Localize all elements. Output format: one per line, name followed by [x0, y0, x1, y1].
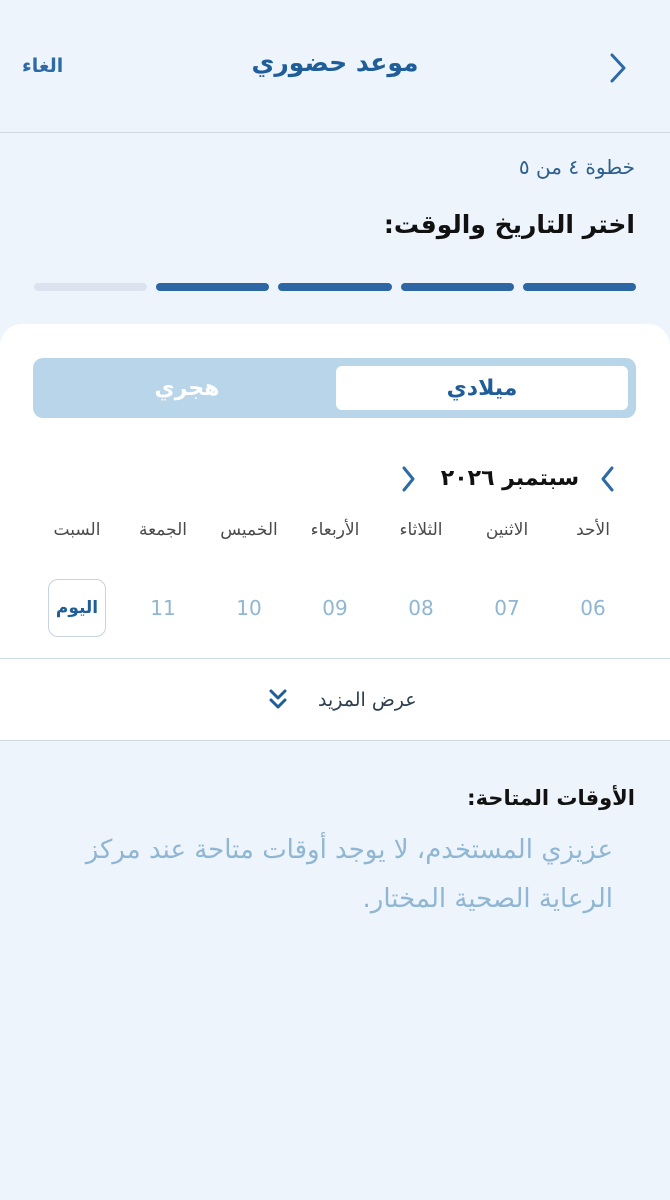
progress-segment — [401, 283, 514, 291]
month-label: سبتمبر ٢٠٢٦ — [440, 466, 580, 491]
day-cell[interactable]: 06 — [580, 596, 606, 620]
weekday-label: الثلاثاء — [399, 520, 443, 540]
day-cell[interactable]: 09 — [322, 596, 348, 620]
available-times-title: الأوقات المتاحة: — [467, 786, 635, 810]
weekday-label: الجمعة — [138, 520, 188, 540]
day-row — [34, 579, 636, 637]
weekday-label: السبت — [53, 520, 101, 540]
progress-segment — [523, 283, 636, 291]
day-cell[interactable]: 07 — [494, 596, 520, 620]
chevron-right-icon[interactable] — [598, 464, 618, 494]
cancel-button[interactable]: الغاء — [22, 55, 64, 77]
weekday-label: الأربعاء — [310, 520, 360, 540]
weekday-header — [34, 520, 636, 540]
hijri-option[interactable]: هجري — [154, 375, 220, 401]
progress-bar — [34, 283, 636, 291]
double-chevron-down-icon — [266, 687, 290, 713]
page-title: موعد حضوري — [251, 48, 419, 77]
calendar-type-toggle — [33, 358, 636, 418]
today-cell[interactable] — [34, 579, 120, 637]
day-cell[interactable]: 08 — [408, 596, 434, 620]
weekday-label: الاثنين — [485, 520, 529, 540]
weekday-label: الأحد — [576, 520, 610, 540]
chevron-left-icon[interactable] — [398, 464, 418, 494]
day-cell[interactable]: 11 — [150, 596, 176, 620]
progress-segment — [34, 283, 147, 291]
progress-segment — [156, 283, 269, 291]
day-cell[interactable]: 10 — [236, 596, 262, 620]
today-button[interactable]: اليوم — [48, 579, 106, 637]
calendar-card — [0, 324, 670, 658]
no-times-message: عزيزي المستخدم، لا يوجد أوقات متاحة عند مركز الرعاية الصحية المختار. — [85, 835, 613, 914]
show-more-label: عرض المزيد — [318, 689, 417, 711]
step-heading: اختر التاريخ والوقت: — [383, 210, 635, 239]
show-more-button[interactable] — [0, 658, 670, 741]
gregorian-option[interactable]: ميلادي — [336, 366, 628, 410]
weekday-label: الخميس — [220, 520, 278, 540]
progress-segment — [278, 283, 391, 291]
app-header — [0, 0, 670, 133]
month-navigator — [0, 460, 670, 500]
step-counter: خطوة ٤ من ٥ — [518, 155, 635, 179]
